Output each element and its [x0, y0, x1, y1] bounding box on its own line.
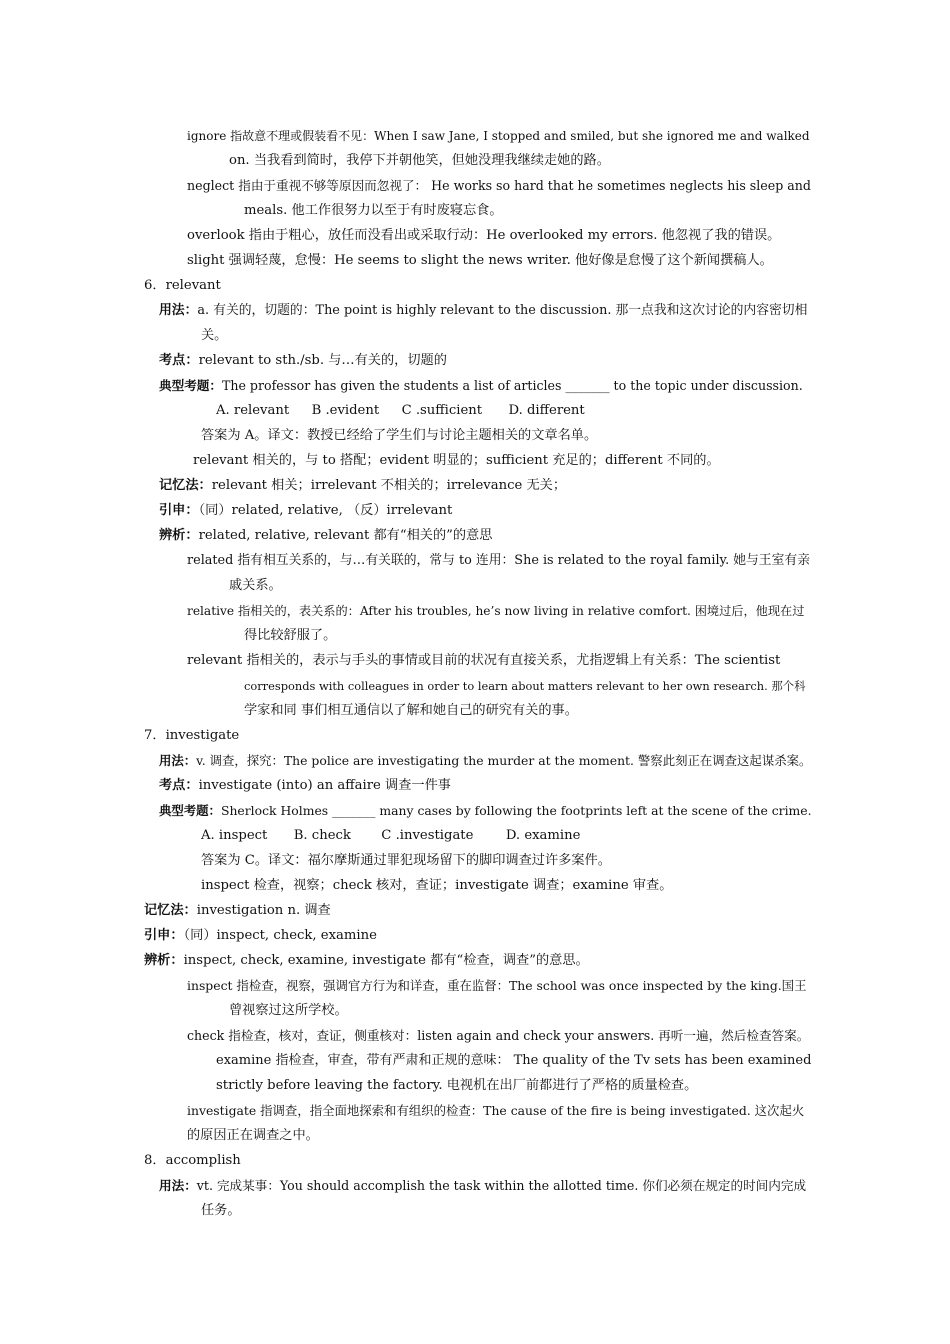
entry-7-note: inspect 检查，视察；check 核对，查证；investigate 调查；examine 审查。	[201, 878, 673, 893]
entry-6-point	[159, 351, 447, 371]
relevant-definition-cont: corresponds with colleagues in order to learn about matters relevant to her own research. 那个科	[244, 679, 806, 693]
point-label: 考点：	[159, 778, 199, 793]
entry-6-extend	[159, 501, 452, 521]
entry-7-memory	[144, 901, 331, 921]
usage-text: vt. 完成某事：You should accomplish the task within the allotted time. 你们必须在规定的时间内完成	[196, 1178, 807, 1193]
usage-text: a. 有关的，切题的：The point is highly relevant to the discussion. 那一点我和这次讨论的内容密切相	[197, 303, 808, 318]
analysis-text: related, relative, relevant 都有“相关的”的意思	[198, 528, 493, 543]
extend-label: 引申：	[144, 928, 184, 943]
analysis-text: inspect, check, examine, investigate 都有“检查，调查”的意思。	[183, 953, 589, 968]
entry-7-analysis	[144, 951, 589, 971]
analysis-label: 辨析：	[144, 953, 184, 968]
entry-6-question	[159, 376, 803, 396]
relative-definition-cont: 得比较舒服了。	[244, 628, 337, 643]
point-label: 考点：	[159, 353, 199, 368]
investigate-definition: investigate 指调查，指全面地探索和有组织的检查：The cause of the fire is being investigated. 这次起火	[187, 1103, 805, 1118]
option-a: A. inspect	[201, 828, 268, 843]
usage-label: 用法：	[159, 303, 198, 318]
entry-6-usage-cont: 关。	[201, 328, 228, 343]
memory-label: 记忆法：	[144, 903, 197, 918]
question-text: Sherlock Holmes _______ many cases by following the footprints left at the scene of the crime.	[220, 803, 812, 818]
entry-7-question	[159, 801, 812, 821]
entry-7-point	[159, 776, 451, 796]
related-definition-cont: 戚关系。	[229, 578, 282, 593]
point-text: investigate (into) an affaire 调查一件事	[198, 778, 451, 793]
ignore-definition-cont: on. 当我看到简时，我停下并朝他笑，但她没理我继续走她的路。	[229, 153, 610, 168]
memory-text: relevant 相关；irrelevant 不相关的；irrelevance 无关；	[211, 478, 567, 493]
examine-definition: examine 指检查，审查，带有严肃和正规的意味： The quality of the Tv sets has been examined	[216, 1053, 812, 1068]
relative-definition: relative 指相关的，表关系的：After his troubles, he’s now living in relative comfort. 困境过后，他现在过	[187, 604, 805, 618]
relevant-definition-cont2: 学家和同 事们相互通信以了解和她自己的研究有关的事。	[244, 703, 578, 718]
option-c: C .sufficient	[401, 403, 483, 418]
usage-label: 用法：	[159, 753, 197, 768]
neglect-definition: neglect 指由于重视不够等原因而忽视了： He works so hard that he sometimes neglects his sleep and	[187, 178, 811, 193]
option-d: D. different	[508, 403, 585, 418]
question-label: 典型考题：	[159, 803, 221, 818]
analysis-label: 辨析：	[159, 528, 199, 543]
memory-label: 记忆法：	[159, 478, 212, 493]
entry-8-usage-cont: 任务。	[201, 1203, 241, 1218]
extend-label: 引申：	[159, 503, 199, 518]
entry-7-usage	[159, 751, 811, 771]
extend-text: （同）inspect, check, examine	[183, 928, 377, 943]
question-label: 典型考题：	[159, 378, 222, 393]
entry-6-answer: 答案为 A。译文：教授已经给了学生们与讨论主题相关的文章名单。	[201, 428, 598, 443]
slight-definition: slight 强调轻蔑，怠慢：He seems to slight the news writer. 他好像是怠慢了这个新闻撰稿人。	[187, 253, 773, 268]
usage-label: 用法：	[159, 1178, 197, 1193]
investigate-definition-cont: 的原因正在调查之中。	[187, 1128, 319, 1143]
entry-7-heading: 7．investigate	[144, 728, 240, 743]
entry-7-answer: 答案为 C。译文：福尔摩斯通过罪犯现场留下的脚印调查过许多案件。	[201, 853, 611, 868]
overlook-definition: overlook 指由于粗心，放任而没看出或采取行动：He overlooked my errors. 他忽视了我的错误。	[187, 228, 781, 243]
entry-6-note: relevant 相关的，与 to 搭配；evident 明显的；sufficient 充足的；different 不同的。	[193, 453, 720, 468]
point-text: relevant to sth./sb. 与…有关的，切题的	[198, 353, 447, 368]
inspect-definition: inspect 指检查，视察，强调官方行为和详查，重在监督：The school was once inspected by the king.国王	[187, 978, 807, 993]
entry-8-usage	[159, 1176, 806, 1196]
examine-definition-cont: strictly before leaving the factory. 电视机在出厂前都进行了严格的质量检查。	[216, 1078, 698, 1093]
entry-6-usage	[159, 301, 807, 321]
entry-6-options	[216, 401, 585, 421]
memory-text: investigation n. 调查	[196, 903, 331, 918]
option-b: B .evident	[311, 403, 380, 418]
option-c: C .investigate	[381, 828, 474, 843]
entry-7-extend	[144, 926, 377, 946]
option-b: B. check	[293, 828, 351, 843]
entry-7-options	[201, 826, 580, 846]
usage-text: v. 调查，探究：The police are investigating the murder at the moment. 警察此刻正在调查这起谋杀案。	[196, 753, 812, 768]
related-definition: related 指有相互关系的，与…有关联的，常与 to 连用：She is related to the royal family. 她与王室有亲	[187, 553, 810, 568]
neglect-definition-cont: meals. 他工作很努力以至于有时废寝忘食。	[244, 203, 503, 218]
relevant-definition: relevant 指相关的，表示与手头的事情或目前的状况有直接关系，尤指逻辑上有关系：The scientist	[187, 653, 781, 668]
option-a: A. relevant	[216, 403, 290, 418]
question-text: The professor has given the students a list of articles _______ to the topic under discussion.	[221, 378, 803, 393]
ignore-definition: ignore 指故意不理或假装看不见：When I saw Jane, I stopped and smiled, but she ignored me and walked	[187, 129, 810, 143]
option-d: D. examine	[505, 828, 581, 843]
entry-6-heading: 6．relevant	[144, 278, 221, 293]
entry-6-memory	[159, 476, 566, 496]
inspect-definition-cont: 曾视察过这所学校。	[229, 1003, 348, 1018]
entry-6-analysis	[159, 526, 492, 546]
extend-text: （同）related, relative, （反）irrelevant	[198, 503, 453, 518]
entry-8-heading: 8．accomplish	[144, 1153, 241, 1168]
check-definition: check 指检查，核对，查证，侧重核对：listen again and check your answers. 再听一遍，然后检查答案。	[187, 1028, 810, 1043]
